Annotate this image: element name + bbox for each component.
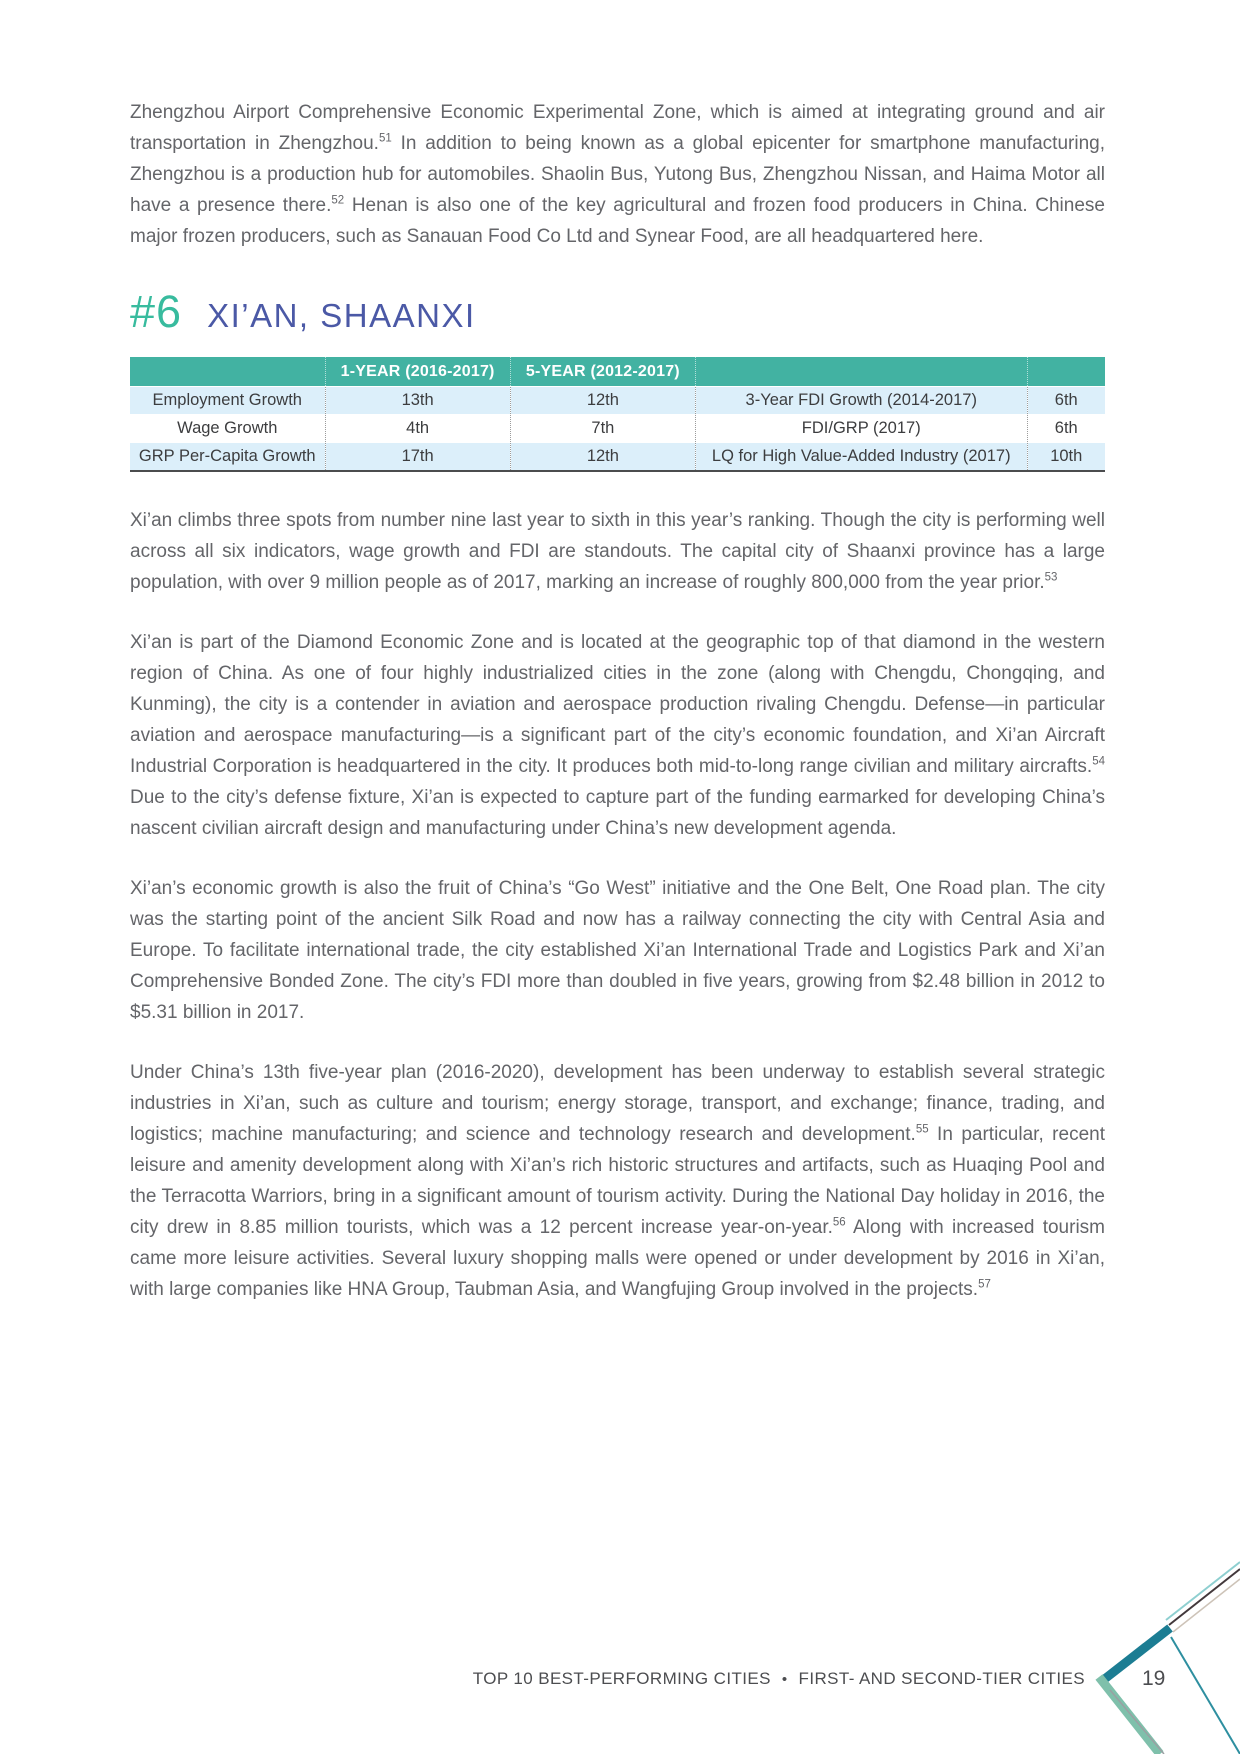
footnote-reference: 52 [331, 194, 345, 207]
chevron-thin-line-dark [1169, 1569, 1240, 1625]
table-cell: 12th [510, 387, 695, 415]
text-run: Due to the city’s defense fixture, Xi’an is expected to capture part of the funding earmarked for developing China’s nascent civilian aircraft design and manufacturing under China’s new development agenda. [130, 787, 1105, 839]
table-body [130, 387, 1105, 472]
chevron-right-descender [1171, 1637, 1240, 1754]
section-title: XI’AN, SHAANXI [207, 297, 476, 334]
table-cell: 10th [1027, 443, 1105, 472]
body-paragraph-go-west [130, 873, 1105, 1028]
table-row [130, 443, 1105, 472]
footer-section-title: FIRST- AND SECOND-TIER CITIES [798, 1669, 1085, 1688]
footnote-reference: 51 [378, 132, 392, 145]
footer-bullet-separator: • [781, 1671, 788, 1688]
table-cell: 13th [325, 387, 510, 415]
footnote-reference: 56 [832, 1216, 846, 1229]
table-header-cell [696, 357, 1028, 387]
section-heading [130, 286, 1105, 338]
footnote-reference: 53 [1044, 571, 1058, 584]
intro-paragraph [130, 97, 1105, 252]
table-cell: 12th [510, 443, 695, 472]
table-header-cell [130, 357, 325, 387]
rank-number: #6 [130, 286, 183, 337]
footer-report-title: TOP 10 BEST-PERFORMING CITIES [472, 1669, 771, 1688]
table-header-row [130, 357, 1105, 387]
body-paragraph-five-year-plan [130, 1057, 1105, 1305]
text-run: In particular, recent leisure and amenity development along with Xi’an’s rich historic structures and artifacts, such as Huaqing Pool and the Terracotta Warriors, bring in a significant amount of tourism activity. During the National Day holiday in 2016, the city drew in 8.85 million tourists, which was a 12 percent increase year-on-year. [130, 1124, 1105, 1238]
footnote-reference: 54 [1092, 755, 1105, 768]
table-cell: GRP Per-Capita Growth [138, 447, 316, 465]
text-run: Zhengzhou Airport Comprehensive Economic Experimental Zone, which is aimed at integrating ground and air transportation in Zhengzhou. [130, 102, 1105, 154]
table-header-cell [1027, 357, 1105, 387]
rankings-table [130, 357, 1105, 472]
table-header-cell-1year: 1-YEAR (2016-2017) [325, 357, 510, 387]
body-paragraph-ranking [130, 505, 1105, 598]
table-cell: Wage Growth [177, 419, 278, 437]
table-header-cell-5year: 5-YEAR (2012-2017) [510, 357, 695, 387]
footnote-reference: 55 [915, 1123, 929, 1136]
text-run: Along with increased tourism came more leisure activities. Several luxury shopping malls were opened or under development by 2016 in Xi’an, with large companies like HNA Group, Taubman Asia, and Wangfujing Group involved in the projects. [130, 1217, 1106, 1300]
chevron-upper-thick-arm [1102, 1628, 1170, 1681]
body-paragraph-diamond-zone [130, 627, 1105, 844]
text-run: Henan is also one of the key agricultural and frozen food producers in China. Chinese major frozen producers, such as Sanauan Food Co Ltd and Synear Food, are all headquartered here. [130, 195, 1105, 247]
text-run: Xi’an is part of the Diamond Economic Zone and is located at the geographic top of that diamond in the western region of China. As one of four highly industrialized cities in the zone (along with Chengdu, Chongqing, and Kunming), the city is a contender in aviation and aerospace production rivaling Chengdu. Defense—in particular aviation and aerospace manufacturing—is a significant part of the city’s economic foundation, and Xi’an Aircraft Industrial Corporation is headquartered in the city. It produces both mid-to-long range civilian and military aircrafts. [130, 632, 1105, 777]
table-cell: 6th [1027, 387, 1105, 415]
page-number: 19 [1142, 1667, 1166, 1690]
chevron-inner-gray-line [1110, 1690, 1164, 1754]
table-cell: 7th [510, 415, 695, 443]
text-run: Xi’an’s economic growth is also the fruit of China’s “Go West” initiative and the One Belt, One Road plan. The city was the starting point of the ancient Silk Road and now has a railway connecting the city with Central Asia and Europe. To facilitate international trade, the city established Xi’an International Trade and Logistics Park and Xi’an Comprehensive Bonded Zone. The city’s FDI more than doubled in five years, growing from $2.48 billion in 2012 to $5.31 billion in 2017. [130, 878, 1105, 1023]
page-content [130, 97, 1105, 1334]
text-run: Under China’s 13th five-year plan (2016-2020), development has been underway to establish several strategic industries in Xi’an, such as culture and tourism; energy storage, transport, and exchange; finance, trading, and logistics; machine manufacturing; and science and technology research and development. [130, 1062, 1105, 1145]
table-cell: LQ for High Value-Added Industry (2017) [696, 443, 1028, 472]
table-cell: FDI/GRP (2017) [696, 415, 1028, 443]
table-row [130, 387, 1105, 415]
footnote-reference: 57 [978, 1278, 991, 1291]
chevron-lower-thick-arm [1099, 1677, 1160, 1754]
table-cell: 3-Year FDI Growth (2014-2017) [696, 387, 1028, 415]
corner-chevron-decoration [940, 1354, 1240, 1754]
chevron-thin-line-light-teal [1166, 1562, 1240, 1620]
text-run: In addition to being known as a global epicenter for smartphone manufacturing, Zhengzhou is a production hub for automobiles. Shaolin Bus, Yutong Bus, Zhengzhou Nissan, and Haima Motor all have a presence there. [130, 133, 1105, 216]
table-row [130, 415, 1105, 443]
table-cell: 4th [325, 415, 510, 443]
table-cell: Employment Growth [152, 391, 302, 409]
text-run: Xi’an climbs three spots from number nine last year to sixth in this year’s ranking. Though the city is performing well across all six indicators, wage growth and FDI are standouts. The capital city of Shaanxi province has a large population, with over 9 million people as of 2017, marking an increase of roughly 800,000 from the year prior. [130, 510, 1105, 593]
table-cell: 6th [1027, 415, 1105, 443]
table-cell: 17th [325, 443, 510, 472]
